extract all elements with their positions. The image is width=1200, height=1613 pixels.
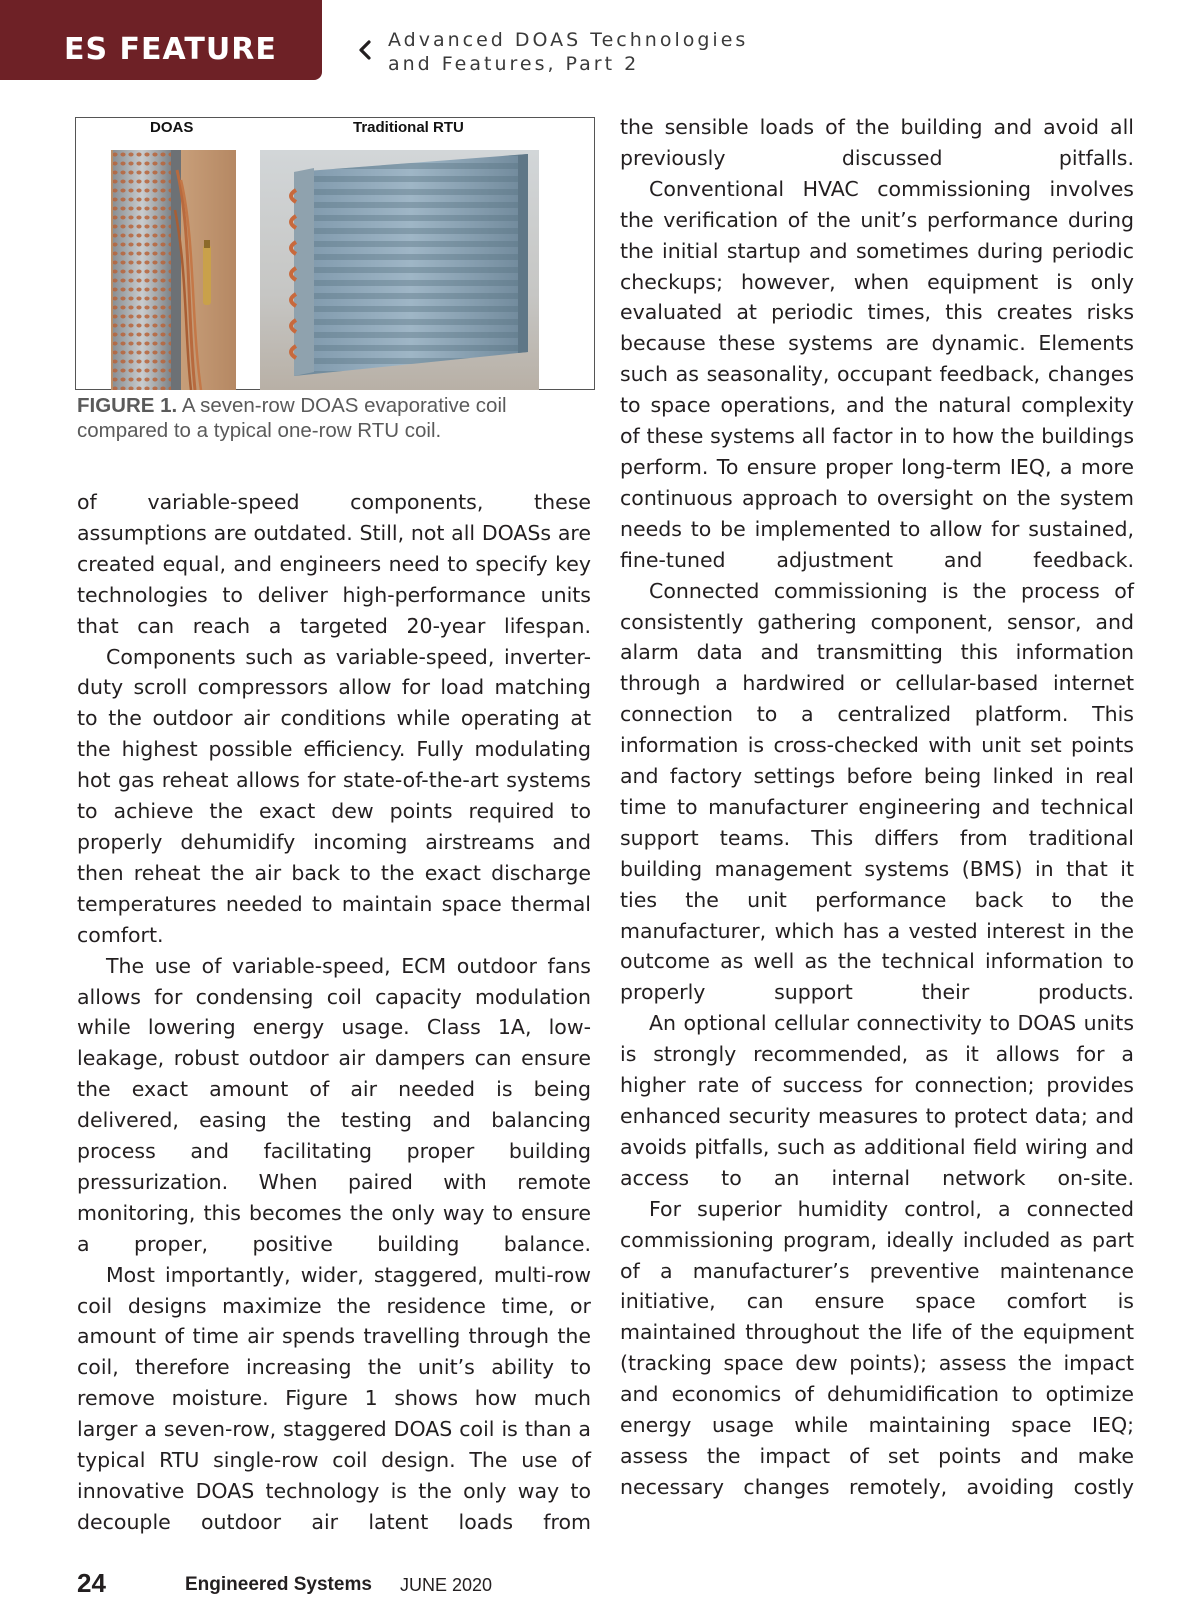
article-paragraph: Components such as variable-speed, inverter-duty scroll compressors allow for load matching to the outdoor air conditions while operating at the highest possible efficiency. Fully modulating hot gas reheat allows for state-of-the-art systems to achieve the exact dew points required to properly dehumidify incoming airstreams and then reheat the air back to the exact discharge temperatures needed to maintain space thermal comfort. — [77, 644, 591, 947]
chevron-left-icon[interactable] — [358, 40, 372, 64]
article-column-right — [620, 112, 1134, 1503]
article-paragraph: For superior humidity control, a connected commissioning program, ideally included as part of a manufacturer’s preventive maintenance initiative, can ensure space comfort is maintained throughout the life of the equipment (tracking space dew points); assess the impact and economics of dehumidification to optimize energy usage while maintaining space IEQ; assess the impact of set points and make necessary changes remotely, avoiding costly — [620, 1196, 1134, 1499]
series-title-line-1: Advanced DOAS Technologies — [388, 29, 749, 51]
figure-label-doas: DOAS — [150, 119, 194, 136]
figure-caption-text: A seven-row DOAS evaporative coil compared to a typical one-row RTU coil. — [77, 394, 507, 442]
figure-caption — [77, 393, 597, 443]
figure-label-rtu: Traditional RTU — [353, 119, 464, 136]
rtu-coil-photo — [260, 150, 539, 390]
section-tab — [0, 0, 322, 80]
figure-caption-lead: FIGURE 1. — [77, 394, 178, 417]
figure-1 — [75, 117, 595, 390]
article-paragraph: An optional cellular connectivity to DOAS units is strongly recommended, as it allows for a higher rate of success for connection; provides enhanced security measures to protect data; and avoids pitfalls, such as additional field wiring and access to an internal network on-site. — [620, 1011, 1134, 1190]
article-paragraph: Most importantly, wider, staggered, multi-row coil designs maximize the residence time, or amount of time air spends travelling through the coil, therefore increasing the unit’s ability to remove moisture. Figure 1 shows how much larger a seven-row, staggered DOAS coil is than a typical RTU single-row coil design. The use of innovative DOAS technology is the only way to decouple outdoor air latent loads from — [77, 1262, 591, 1534]
article-paragraph: Conventional HVAC commissioning involves the verification of the unit’s performance during the initial startup and sometimes during periodic checkups; however, when equipment is only evaluated at periodic times, this creates risks because these systems are dynamic. Elements such as seasonality, occupant feedback, changes to space operations, and the natural complexity of these systems all factor in to how the buildings perform. To ensure proper long-term IEQ, a more continuous approach to oversight on the system needs to be implemented to allow for sustained, fine-tuned adjustment and feedback. — [620, 176, 1134, 572]
article-paragraph: The use of variable-speed, ECM outdoor fans allows for condensing coil capacity modulation while lowering energy usage. Class 1A, low-leakage, robust outdoor air dampers can ensure the exact amount of air needed is being delivered, easing the testing and balancing process and facilitating proper building pressurization. When paired with remote monitoring, this becomes the only way to ensure a proper, positive building balance. — [77, 953, 591, 1256]
series-title[interactable] — [388, 28, 748, 76]
issue-date: JUNE 2020 — [400, 1575, 493, 1595]
section-label: ES FEATURE — [64, 32, 277, 67]
article-column-left — [77, 487, 591, 1538]
page-number: 24 — [77, 1568, 106, 1598]
doas-coil-photo — [111, 150, 236, 390]
article-paragraph: the sensible loads of the building and avoid all previously discussed pitfalls. — [620, 115, 1134, 170]
article-paragraph: Connected commissioning is the process of consistently gathering component, sensor, and alarm data and transmitting this information through a hardwired or cellular-based internet connection to a centralized platform. This information is cross-checked with unit set points and factory settings before being linked in real time to manufacturer engineering and technical support teams. This differs from traditional building management systems (BMS) in that it ties the unit performance back to the manufacturer, which has a vested interest in the outcome as well as the technical information to properly support their products. — [620, 578, 1134, 1005]
article-paragraph: of variable-speed components, these assumptions are outdated. Still, not all DOASs are created equal, and engineers need to specify key technologies to deliver high-performance units that can reach a targeted 20-year lifespan. — [77, 490, 591, 638]
magazine-name: Engineered Systems — [185, 1574, 372, 1595]
series-title-line-2: and Features, Part 2 — [388, 53, 640, 75]
